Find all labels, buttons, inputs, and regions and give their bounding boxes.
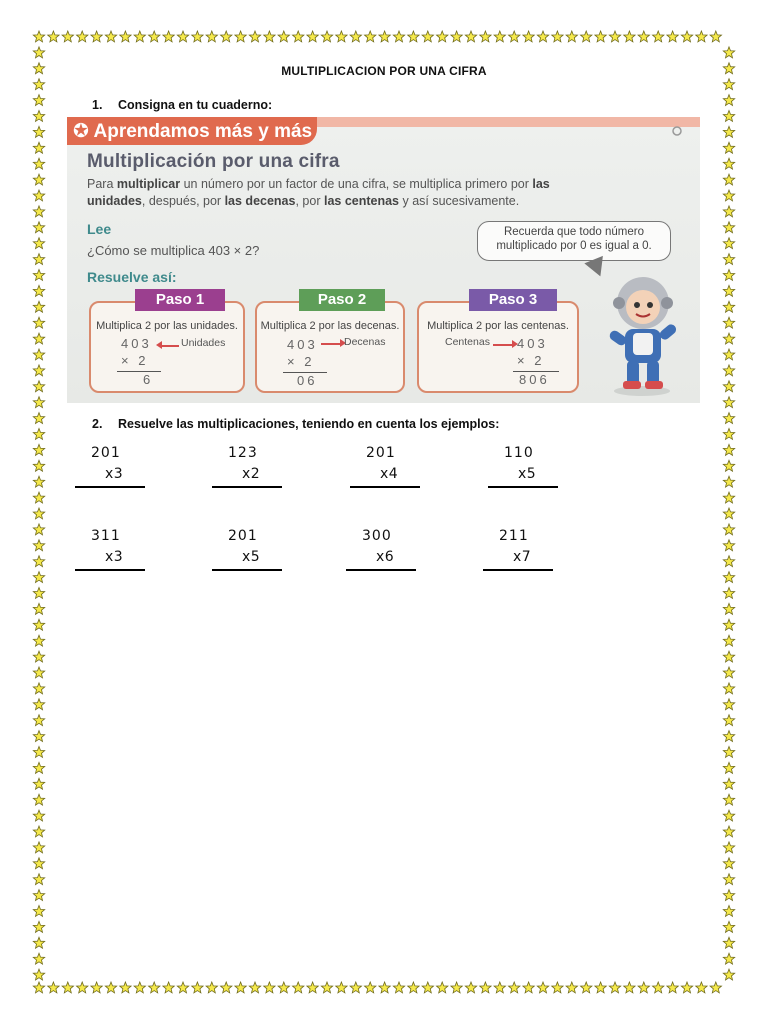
star-icon <box>33 365 44 376</box>
star-icon <box>77 31 88 42</box>
star-icon <box>33 715 44 726</box>
star-icon <box>667 982 678 993</box>
star-icon <box>609 982 620 993</box>
star-icon <box>163 982 174 993</box>
star-icon <box>723 937 734 948</box>
star-icon <box>33 492 44 503</box>
star-icon <box>163 31 174 42</box>
star-icon <box>624 31 635 42</box>
star-icon <box>365 31 376 42</box>
star-icon <box>33 699 44 710</box>
star-icon <box>33 906 44 917</box>
star-icon <box>723 699 734 710</box>
star-icon <box>537 31 548 42</box>
star-icon <box>33 683 44 694</box>
star-icon <box>723 444 734 455</box>
step-1-instruction: Multiplica 2 por las unidades. <box>96 320 238 332</box>
star-icon <box>33 874 44 885</box>
star-icon <box>77 982 88 993</box>
star-icon <box>451 982 462 993</box>
star-icon <box>134 31 145 42</box>
star-icon <box>33 826 44 837</box>
star-icon <box>33 858 44 869</box>
star-icon <box>62 982 73 993</box>
star-icon <box>595 31 606 42</box>
answer-line <box>488 486 558 488</box>
star-icon <box>221 31 232 42</box>
star-icon <box>723 142 734 153</box>
step-3-number: 403 <box>517 336 548 351</box>
star-icon <box>723 524 734 535</box>
step-3-arrow <box>493 344 513 346</box>
star-icon <box>393 982 404 993</box>
star-icon <box>723 540 734 551</box>
star-icon <box>422 31 433 42</box>
star-icon <box>494 31 505 42</box>
star-icon <box>235 31 246 42</box>
star-icon <box>723 206 734 217</box>
star-icon <box>723 413 734 424</box>
star-icon <box>509 31 520 42</box>
exercise-number: 201 <box>228 528 258 544</box>
mascot-illustration <box>597 267 687 397</box>
exercise-multiplier: x2 <box>242 466 261 482</box>
instruction-2 <box>92 417 499 431</box>
star-icon <box>494 982 505 993</box>
star-icon <box>33 635 44 646</box>
exercise-number: 123 <box>228 445 258 461</box>
star-icon <box>552 31 563 42</box>
star-icon <box>723 47 734 58</box>
star-icon <box>33 667 44 678</box>
exercise-number: 300 <box>362 528 392 544</box>
star-icon <box>33 79 44 90</box>
star-icon <box>336 982 347 993</box>
star-icon <box>33 301 44 312</box>
star-icon <box>408 31 419 42</box>
star-icon <box>681 982 692 993</box>
step-2-tag: Decenas <box>344 336 386 348</box>
lee-label: Lee <box>87 221 112 237</box>
star-icon <box>264 982 275 993</box>
section-banner <box>67 117 317 145</box>
instruction-number: 1. <box>92 98 103 112</box>
star-icon <box>723 842 734 853</box>
star-icon <box>537 982 548 993</box>
star-icon <box>595 982 606 993</box>
star-icon <box>134 982 145 993</box>
banner-strip <box>317 117 700 127</box>
star-icon <box>653 982 664 993</box>
star-icon <box>33 95 44 106</box>
instruction-text: Consigna en tu cuaderno: <box>118 98 273 112</box>
star-icon <box>723 762 734 773</box>
star-icon <box>723 715 734 726</box>
answer-line <box>346 569 416 571</box>
star-icon <box>33 142 44 153</box>
star-icon <box>48 982 59 993</box>
star-icon <box>33 953 44 964</box>
star-icon <box>33 31 44 42</box>
star-icon <box>624 982 635 993</box>
star-icon <box>723 190 734 201</box>
instruction-number: 2. <box>92 417 103 431</box>
star-icon <box>723 381 734 392</box>
star-icon <box>33 921 44 932</box>
star-icon <box>321 31 332 42</box>
star-icon <box>33 810 44 821</box>
answer-line <box>75 569 145 571</box>
star-icon <box>33 444 44 455</box>
star-icon <box>723 79 734 90</box>
star-icon <box>723 794 734 805</box>
star-icon <box>723 667 734 678</box>
star-icon <box>33 397 44 408</box>
star-icon <box>33 317 44 328</box>
star-icon <box>192 982 203 993</box>
star-icon <box>723 810 734 821</box>
star-icon <box>33 619 44 630</box>
star-icon <box>723 460 734 471</box>
star-icon <box>723 906 734 917</box>
star-icon <box>33 126 44 137</box>
exercise-multiplier: x6 <box>376 549 395 565</box>
exercise-multiplier: x3 <box>105 466 124 482</box>
star-icon <box>235 982 246 993</box>
star-icon <box>350 31 361 42</box>
star-icon <box>33 508 44 519</box>
star-icon <box>33 174 44 185</box>
star-icon <box>33 238 44 249</box>
star-icon <box>33 778 44 789</box>
star-icon <box>723 683 734 694</box>
star-icon <box>723 890 734 901</box>
star-icon <box>638 982 649 993</box>
star-icon <box>667 31 678 42</box>
star-icon <box>221 982 232 993</box>
instruction-1 <box>92 98 272 112</box>
step-3-multiplier: × 2 <box>517 353 545 368</box>
bubble-line-2: multiplicado por 0 es igual a 0. <box>496 240 652 252</box>
star-icon <box>206 982 217 993</box>
star-icon <box>33 572 44 583</box>
star-icon <box>723 603 734 614</box>
star-icon <box>149 31 160 42</box>
step-2-multiplier: × 2 <box>287 354 315 369</box>
star-icon <box>723 476 734 487</box>
step-1-arrow <box>161 345 179 347</box>
exercise-multiplier: x4 <box>380 466 399 482</box>
star-icon <box>33 762 44 773</box>
star-icon <box>33 603 44 614</box>
star-icon <box>723 254 734 265</box>
exercise-number: 201 <box>366 445 396 461</box>
step-1-multiplier: × 2 <box>121 353 149 368</box>
answer-line <box>75 486 145 488</box>
star-icon <box>62 31 73 42</box>
star-icon <box>293 31 304 42</box>
star-icon <box>278 982 289 993</box>
star-icon <box>723 556 734 567</box>
star-icon <box>33 794 44 805</box>
star-icon <box>723 858 734 869</box>
star-icon <box>393 31 404 42</box>
exercise-multiplier: x5 <box>242 549 261 565</box>
star-icon <box>723 349 734 360</box>
star-icon <box>33 111 44 122</box>
star-icon <box>33 158 44 169</box>
textbook-intro: Para multiplicar un número por un factor de una cifra, se multiplica primero por las unidades, después, por las decenas, por las centenas y así sucesivamente. <box>87 177 550 208</box>
step-3-instruction: Multiplica 2 por las centenas. <box>427 320 569 332</box>
star-icon <box>33 333 44 344</box>
step-2-card <box>255 291 405 393</box>
step-2-arrow <box>321 343 341 345</box>
star-icon <box>249 982 260 993</box>
star-icon <box>566 982 577 993</box>
step-3-tab: Paso 3 <box>469 289 557 311</box>
answer-line <box>212 569 282 571</box>
star-icon <box>723 619 734 630</box>
step-2-result: 06 <box>297 373 318 388</box>
star-icon <box>33 349 44 360</box>
star-icon <box>249 31 260 42</box>
star-icon <box>696 982 707 993</box>
star-icon <box>638 31 649 42</box>
step-2-instruction: Multiplica 2 por las decenas. <box>260 320 400 332</box>
star-icon <box>723 429 734 440</box>
star-icon <box>206 31 217 42</box>
star-icon <box>264 31 275 42</box>
answer-line <box>350 486 420 488</box>
answer-line <box>212 486 282 488</box>
star-icon <box>33 413 44 424</box>
textbook-image <box>67 117 700 403</box>
star-icon <box>33 190 44 201</box>
star-icon <box>723 588 734 599</box>
star-icon <box>581 982 592 993</box>
star-icon <box>723 95 734 106</box>
star-icon <box>581 31 592 42</box>
star-icon <box>723 222 734 233</box>
star-icon <box>33 842 44 853</box>
star-icon <box>278 31 289 42</box>
exercise-number: 311 <box>91 528 121 544</box>
star-icon <box>33 206 44 217</box>
star-icon <box>723 747 734 758</box>
speech-bubble <box>477 221 671 261</box>
star-icon <box>33 285 44 296</box>
step-1-number: 403 <box>121 336 152 351</box>
star-icon <box>710 982 721 993</box>
page-corner-icon <box>669 123 685 139</box>
star-icon <box>723 111 734 122</box>
star-icon <box>33 731 44 742</box>
star-icon <box>723 397 734 408</box>
star-icon <box>321 982 332 993</box>
star-icon <box>33 222 44 233</box>
star-icon <box>723 778 734 789</box>
star-icon <box>566 31 577 42</box>
star-icon <box>33 254 44 265</box>
star-icon <box>523 31 534 42</box>
star-icon <box>465 982 476 993</box>
star-icon <box>480 982 491 993</box>
star-icon <box>350 982 361 993</box>
textbook-heading: Multiplicación por una cifra <box>87 151 340 172</box>
star-icon <box>149 982 160 993</box>
step-1-line <box>117 371 161 372</box>
bubble-line-1: Recuerda que todo número <box>503 226 644 238</box>
star-icon <box>120 982 131 993</box>
star-icon <box>723 508 734 519</box>
star-icon <box>33 47 44 58</box>
resuelve-label: Resuelve así: <box>87 269 177 285</box>
step-3-tag: Centenas <box>445 336 490 348</box>
star-icon <box>523 982 534 993</box>
exercise-multiplier: x5 <box>518 466 537 482</box>
star-icon <box>437 982 448 993</box>
star-icon <box>465 31 476 42</box>
star-icon <box>365 982 376 993</box>
star-icon <box>723 365 734 376</box>
star-icon <box>723 651 734 662</box>
step-1-result: 6 <box>143 372 154 387</box>
star-icon <box>33 270 44 281</box>
star-icon <box>723 826 734 837</box>
star-icon <box>723 953 734 964</box>
star-icon <box>509 982 520 993</box>
instruction-text: Resuelve las multiplicaciones, teniendo en cuenta los ejemplos: <box>118 417 500 431</box>
star-icon <box>91 982 102 993</box>
star-icon <box>307 31 318 42</box>
star-icon <box>33 524 44 535</box>
step-1-card <box>89 291 245 393</box>
step-1-tab: Paso 1 <box>135 289 225 311</box>
star-icon <box>451 31 462 42</box>
star-icon <box>33 747 44 758</box>
star-icon <box>33 556 44 567</box>
star-icon <box>33 982 44 993</box>
star-icon <box>105 31 116 42</box>
exercise-number: 201 <box>91 445 121 461</box>
star-icon <box>723 126 734 137</box>
star-icon <box>33 890 44 901</box>
step-3-card <box>417 291 579 393</box>
star-icon <box>723 285 734 296</box>
star-icon <box>681 31 692 42</box>
star-icon <box>723 301 734 312</box>
star-icon <box>710 31 721 42</box>
star-icon <box>33 476 44 487</box>
star-icon <box>696 31 707 42</box>
star-icon <box>91 31 102 42</box>
star-icon <box>33 460 44 471</box>
star-icon <box>723 174 734 185</box>
banner-text: Aprendamos más y más <box>93 121 313 142</box>
exercise-number: 211 <box>499 528 529 544</box>
star-icon <box>723 492 734 503</box>
star-icon <box>422 982 433 993</box>
step-1-tag: Unidades <box>181 337 226 349</box>
star-icon <box>336 31 347 42</box>
star-icon <box>177 982 188 993</box>
step-3-result: 806 <box>519 372 550 387</box>
star-icon <box>293 982 304 993</box>
star-icon <box>105 982 116 993</box>
star-icon <box>33 651 44 662</box>
question-text: ¿Cómo se multiplica 403 × 2? <box>87 243 260 258</box>
star-icon <box>33 429 44 440</box>
star-icon <box>723 874 734 885</box>
star-icon <box>33 588 44 599</box>
answer-line <box>483 569 553 571</box>
star-icon <box>120 31 131 42</box>
star-icon <box>33 540 44 551</box>
exercise-multiplier: x7 <box>513 549 532 565</box>
star-icon <box>723 572 734 583</box>
star-icon <box>379 31 390 42</box>
star-icon <box>723 969 734 980</box>
star-icon <box>480 31 491 42</box>
banner-label: ✪ Aprendamos más y más <box>73 121 313 142</box>
star-icon <box>653 31 664 42</box>
step-2-tab: Paso 2 <box>299 289 385 311</box>
star-icon <box>723 158 734 169</box>
star-icon <box>408 982 419 993</box>
star-icon <box>33 937 44 948</box>
star-icon <box>33 969 44 980</box>
star-icon <box>307 982 318 993</box>
star-icon <box>379 982 390 993</box>
star-icon <box>48 31 59 42</box>
star-icon <box>33 381 44 392</box>
star-icon <box>552 982 563 993</box>
star-icon <box>723 731 734 742</box>
star-icon <box>192 31 203 42</box>
star-icon <box>723 635 734 646</box>
star-icon <box>723 238 734 249</box>
document-title: MULTIPLICACION POR UNA CIFRA <box>281 64 487 78</box>
star-icon <box>437 31 448 42</box>
star-icon <box>723 317 734 328</box>
star-icon <box>177 31 188 42</box>
exercise-number: 110 <box>504 445 534 461</box>
star-icon <box>723 333 734 344</box>
star-icon <box>723 921 734 932</box>
star-icon <box>609 31 620 42</box>
exercise-multiplier: x3 <box>105 549 124 565</box>
step-2-number: 403 <box>287 337 318 352</box>
star-icon <box>723 270 734 281</box>
